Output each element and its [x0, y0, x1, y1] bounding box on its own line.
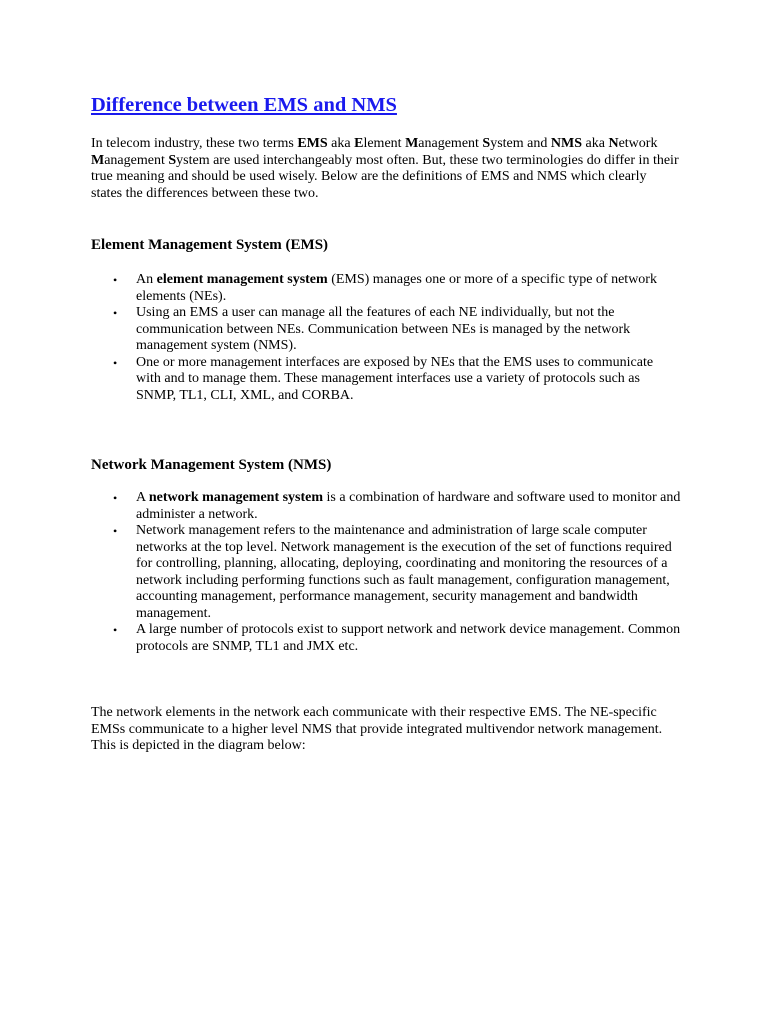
intro-text-run: anagement [418, 136, 483, 151]
intro-paragraph [91, 136, 681, 202]
intro-text-run: In telecom industry, these two terms [91, 136, 298, 151]
ems-list [91, 272, 681, 404]
bullet-icon: • [113, 273, 118, 287]
intro-bold-run: M [91, 152, 105, 168]
bullet-icon: • [113, 623, 118, 637]
intro-text-run: aka [582, 136, 609, 151]
bullet-icon: • [113, 355, 118, 370]
intro-bold-run: S [482, 136, 491, 151]
intro-text-run: ystem and [490, 136, 551, 151]
intro-bold-run: EMS [297, 136, 328, 151]
intro-bold-run: NMS [550, 136, 582, 151]
intro-text-run: ystem are used interchangeably most often. But, these two terminologies do differ in their true meaning and should be used wisely. Below are the definitions of EMS and NMS which clearly states the differences between these two. [91, 152, 679, 201]
intro-bold-run: E [354, 136, 364, 151]
list-item: • Network management refers to the maintenance and administration of large scale computer networks at the top level. Network management is the execution of the set of functions required for controlling, planning, allocating, deploying, coordinating and monitoring the resources of a network including performing functions such as fault management, configuration management, accounting management, performance management, security management and bandwidth management. [113, 523, 672, 621]
intro-bold-run: N [608, 136, 619, 151]
intro-bold-run: M [405, 136, 419, 151]
page-title-link[interactable]: Difference between EMS and NMS [91, 94, 397, 116]
nms-heading: Network Management System (NMS) [91, 457, 332, 473]
closing-paragraph: The network elements in the network each communicate with their respective EMS. The NE-specific EMSs communicate to a higher level NMS that provide integrated multivendor network management. This is depicted in the diagram below: [91, 705, 663, 753]
nms-list [91, 490, 681, 655]
intro-text-run: aka [327, 136, 355, 151]
ems-heading: Element Management System (EMS) [91, 237, 329, 253]
bullet-icon: • [113, 524, 118, 538]
intro-text-run: lement [363, 136, 406, 151]
list-item: • One or more management interfaces are exposed by NEs that the EMS uses to communicate with and to manage them. These management interfaces use a variety of protocols such as SNMP, TL1, CLI, XML, and CORBA. [113, 354, 654, 403]
intro-text-run: anagement [104, 152, 169, 168]
bullet-icon: • [113, 306, 118, 320]
list-item: • An element management system (EMS) manages one or more of a specific type of network elements (NEs). [113, 272, 657, 304]
list-item: • Using an EMS a user can manage all the features of each NE individually, but not the communication between NEs. Communication between NEs is managed by the network management system (NMS). [113, 305, 631, 353]
list-item: • A network management system is a combination of hardware and software used to monitor and administer a network. [113, 490, 681, 522]
intro-bold-run: S [168, 152, 177, 168]
list-item: • A large number of protocols exist to support network and network device management. Common protocols are SNMP, TL1 and JMX etc. [113, 622, 681, 654]
intro-text-run: etwork [618, 136, 658, 151]
bullet-icon: • [113, 491, 118, 505]
